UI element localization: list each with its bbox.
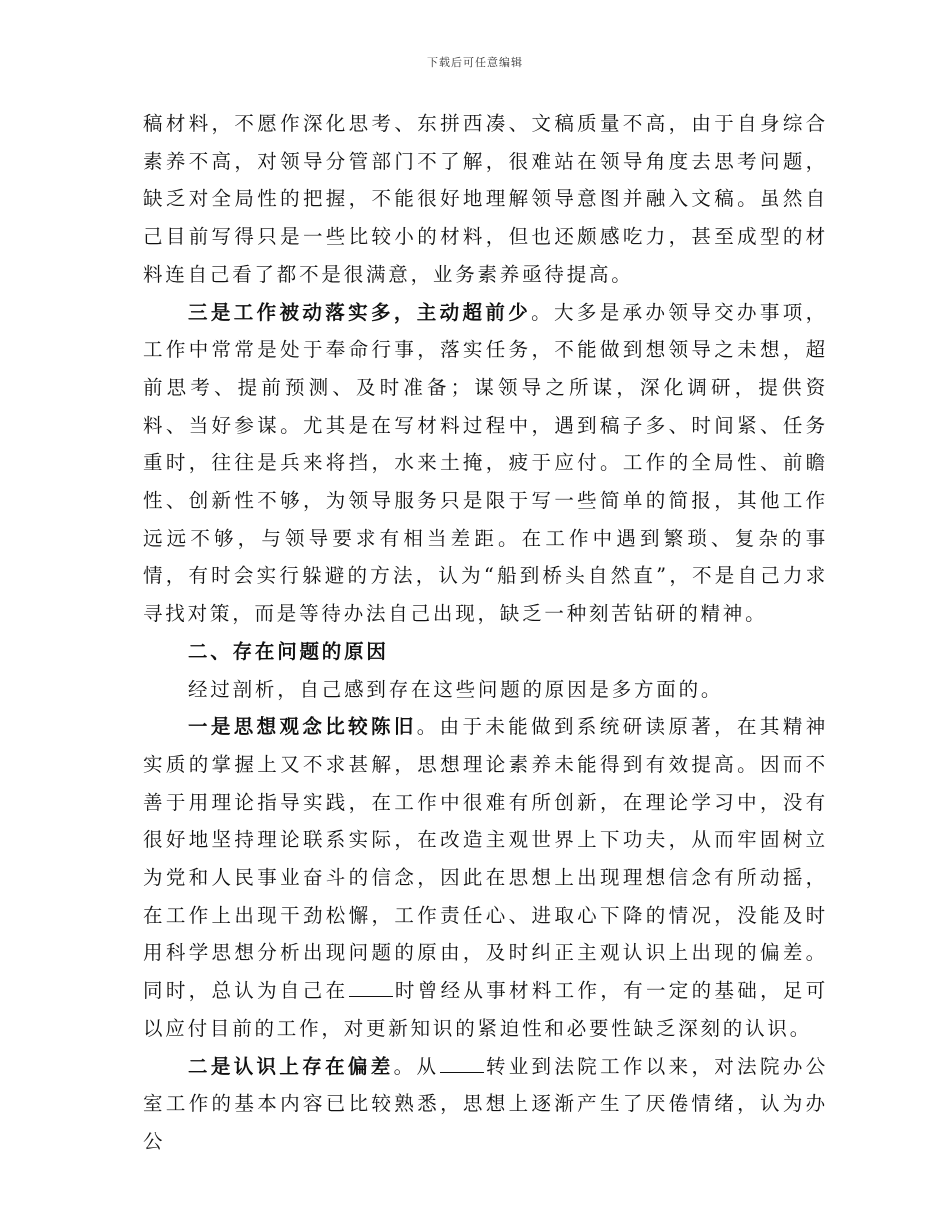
document-body — [143, 105, 828, 1161]
cause-two-body-b: 转业到法院工作以来，对法院办公室工作的基本内容已比较熟悉，思想上逐渐产生了厌倦情绪，认为办公 — [143, 1054, 828, 1153]
cause-two-heading: 二是认识上存在偏差 — [188, 1054, 394, 1078]
cause-one-heading: 一是思想观念比较陈旧 — [188, 715, 417, 739]
paragraph-cause-two — [143, 1048, 828, 1161]
page-header: 下载后可任意编辑 — [427, 56, 523, 69]
cause-one-body-a: 。由于未能做到系统研读原著，在其精神实质的掌握上又不求甚解，思想理论素养未能得到有效提高。因而不善于用理论指导实践，在工作中很难有所创新，在理论学习中，没有很好地坚持理论联系实际，在改造主观世界上下功夫，从而牢固树立为党和人民事业奋斗的信念，因此在思想上出现理想信念有所动摇，在工作上出现干劲松懈，工作责任心、进取心下降的情况，没能及时用科学思想分析出现问题的原由，及时纠正主观认识上出现的偏差。同时，总认为自己在 — [143, 715, 828, 1003]
blank-underline — [349, 978, 393, 997]
point-three-heading: 三是工作被动落实多，主动超前少 — [188, 300, 532, 324]
point-three-body: 。大多是承办领导交办事项，工作中常常是处于奉命行事，落实任务，不能做到想领导之未想，超前思考、提前预测、及时准备；谋领导之所谋，深化调研，提供资料、当好参谋。尤其是在写材料过程中，遇到稿子多、时间紧、任务重时，往往是兵来将挡，水来土掩，疲于应付。工作的全局性、前瞻性、创新性不够，为领导服务只是限于写一些简单的简报，其他工作远远不够，与领导要求有相当差距。在工作中遇到繁琐、复杂的事情，有时会实行躲避的方法，认为“船到桥头自然直”，不是自己力求寻找对策，而是等待办法自己出现，缺乏一种刻苦钻研的精神。 — [143, 300, 828, 626]
blank-underline — [440, 1054, 484, 1073]
paragraph-intro: 经过剖析，自己感到存在这些问题的原因是多方面的。 — [188, 677, 724, 701]
cause-two-body-a: 。从 — [393, 1054, 440, 1078]
cause-one-body-b: 时曾经从事材料工作，有一定的基础，足可以应付目前的工作，对更新知识的紧迫性和必要性缺乏深刻的认识。 — [143, 979, 829, 1040]
paragraph-cause-one — [143, 708, 828, 1047]
section-two-title: 二、存在问题的原因 — [188, 639, 389, 663]
paragraph-point-three — [143, 294, 828, 633]
paragraph-continued: 稿材料，不愿作深化思考、东拼西凑、文稿质量不高，由于自身综合素养不高，对领导分管部门不了解，很难站在领导角度去思考问题，缺乏对全局性的把握，不能很好地理解领导意图并融入文稿。虽然自己目前写得只是一些比较小的材料，但也还颇感吃力，甚至成型的材料连自己看了都不是很满意，业务素养亟待提高。 — [143, 112, 828, 286]
